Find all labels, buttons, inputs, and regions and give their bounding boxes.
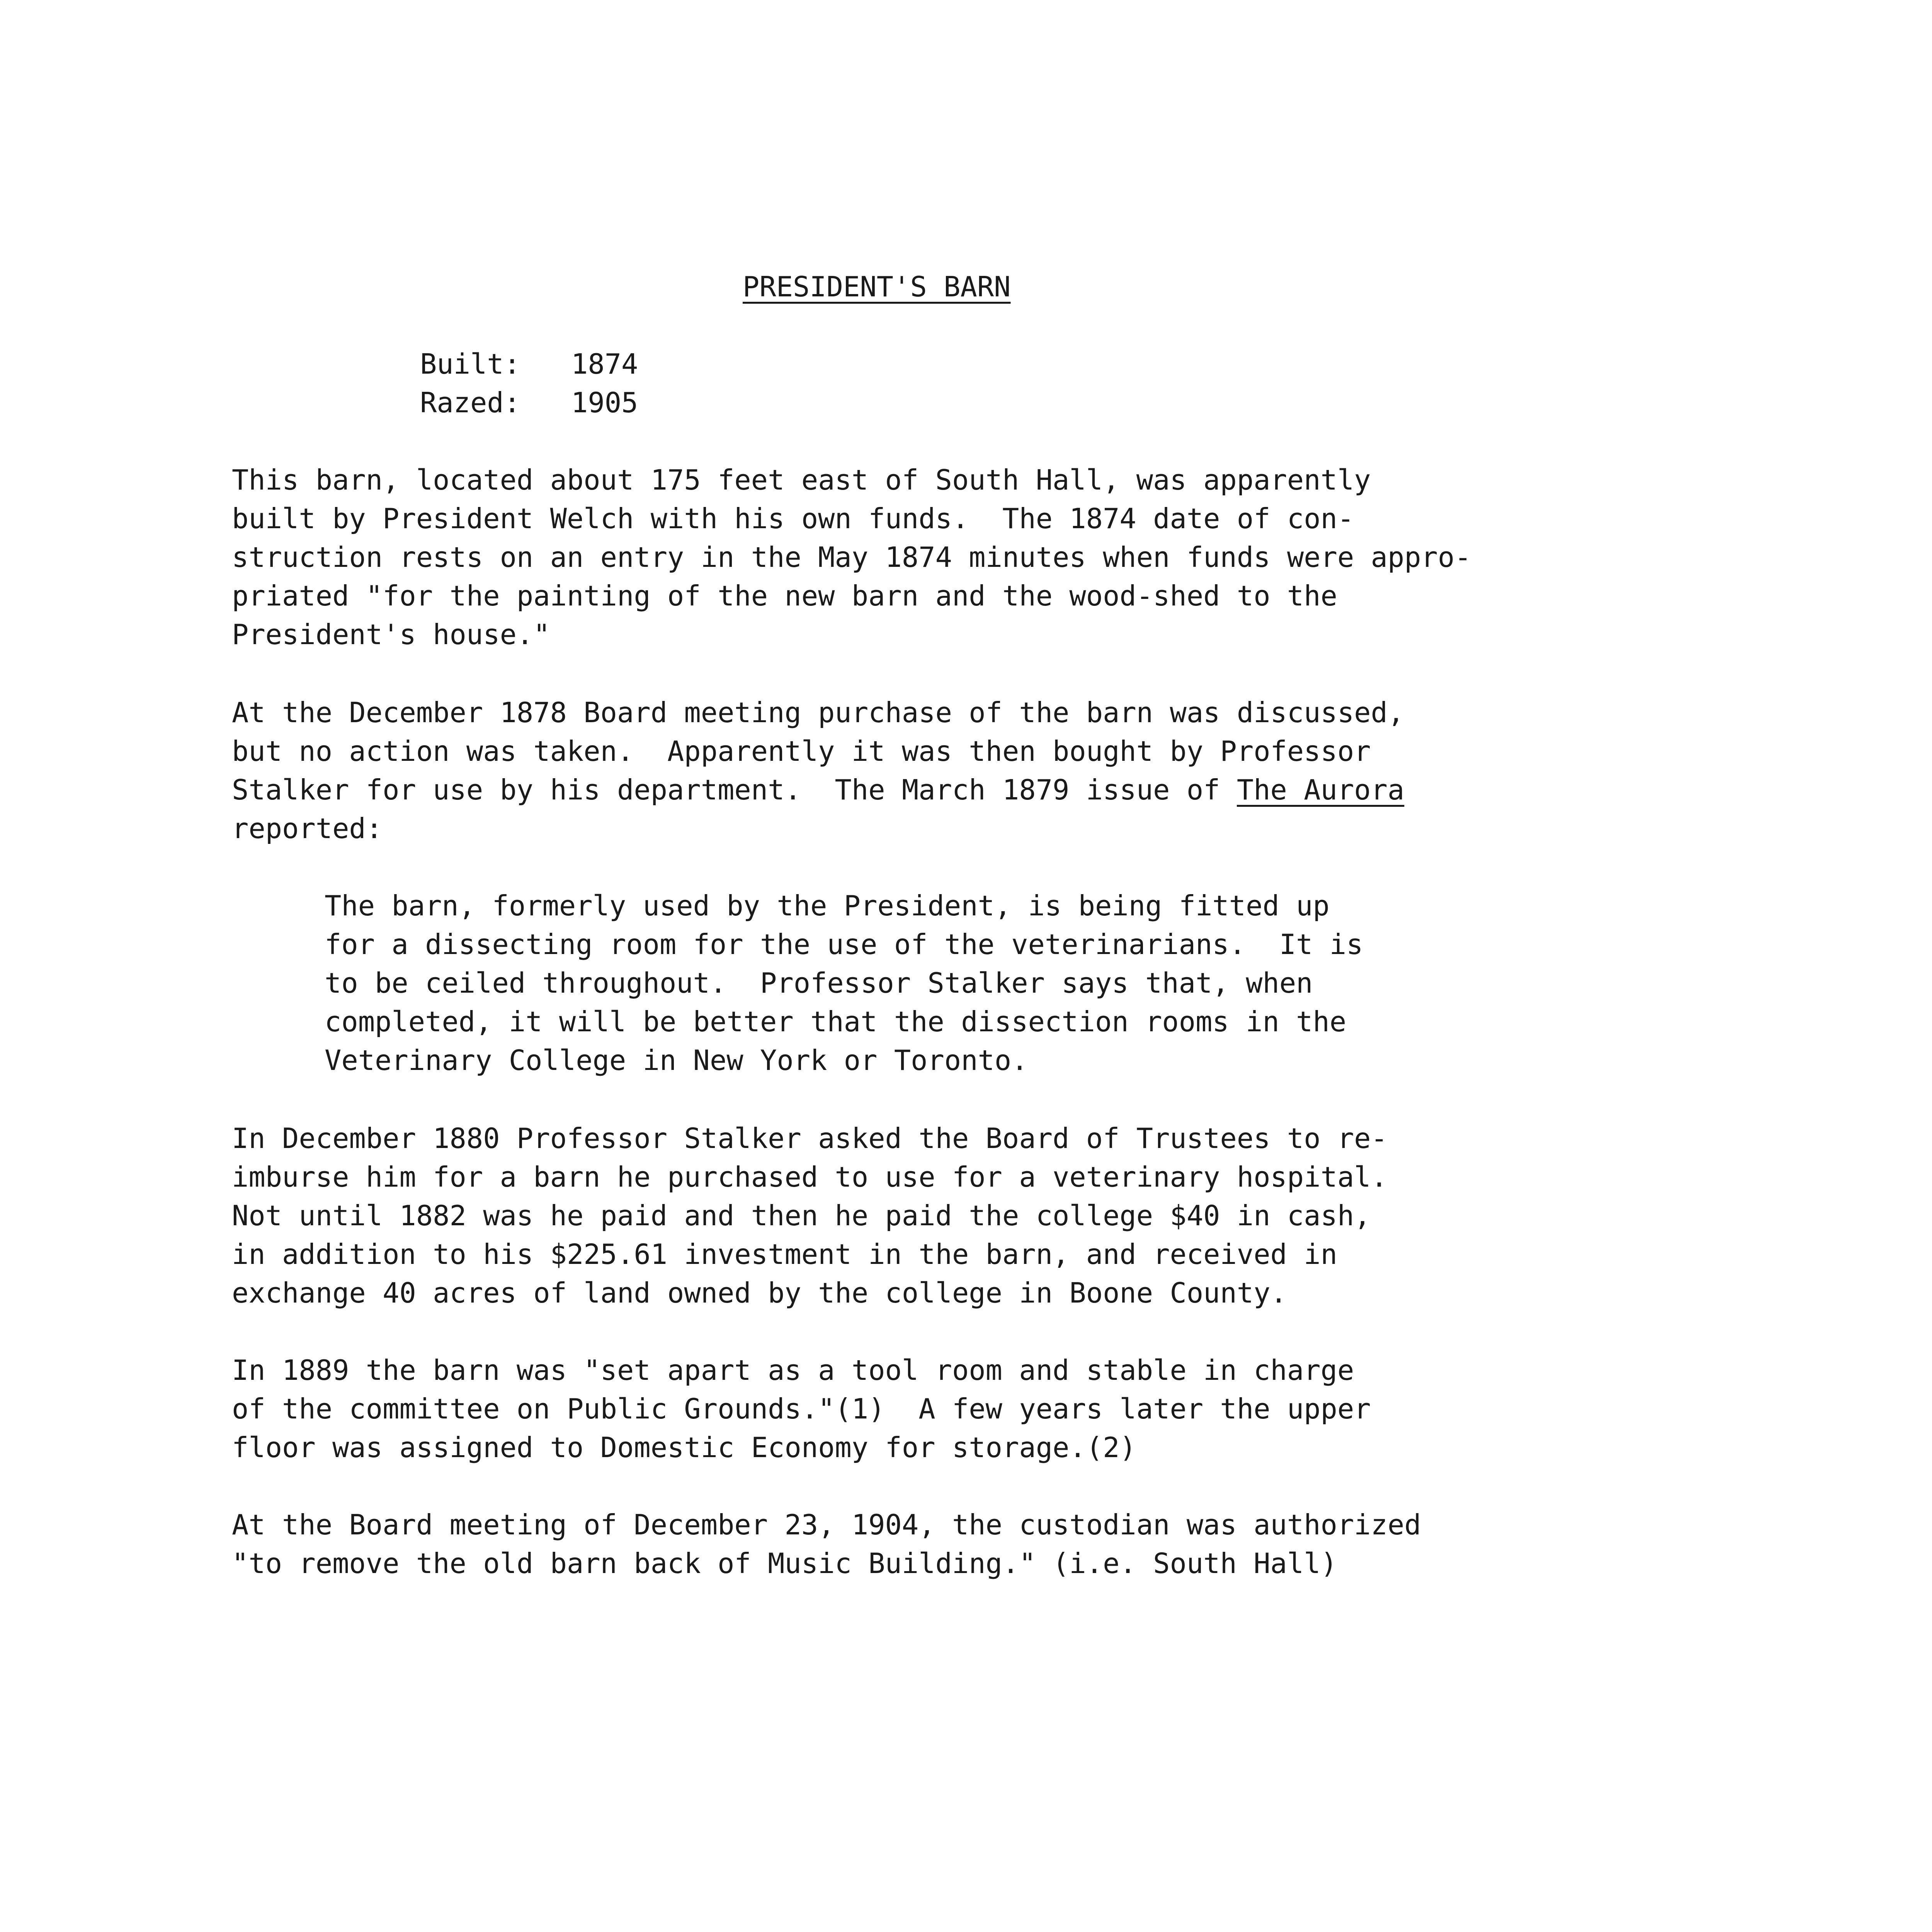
paragraph-line: imburse him for a barn he purchased to use for a veterinary hospital.	[232, 1161, 1388, 1193]
paragraph-1	[232, 461, 1471, 654]
paragraph-3	[232, 1119, 1388, 1312]
paragraph-5	[232, 1505, 1421, 1583]
built-year: 1874	[571, 348, 638, 380]
paragraph-line: of the committee on Public Grounds."(1) A few years later the upper	[232, 1393, 1371, 1425]
paragraph-line: built by President Welch with his own funds. The 1874 date of con-	[232, 502, 1354, 535]
quote-line: for a dissecting room for the use of the veterinarians. It is	[325, 928, 1363, 961]
paragraph-line	[232, 770, 1404, 809]
paragraph-line: "to remove the old barn back of Music Building." (i.e. South Hall)	[232, 1547, 1337, 1580]
page-title: PRESIDENT'S BARN	[743, 270, 1011, 303]
paragraph-4	[232, 1351, 1371, 1467]
paragraph-line: At the December 1878 Board meeting purchase of the barn was discussed,	[232, 696, 1405, 729]
paragraph-line: Not until 1882 was he paid and then he paid the college $40 in cash,	[232, 1199, 1371, 1232]
paragraph-line: floor was assigned to Domestic Economy for storage.(2)	[232, 1431, 1136, 1464]
quote-line: Veterinary College in New York or Toronto.	[325, 1044, 1028, 1077]
built-label: Built:	[420, 348, 521, 380]
block-quote	[325, 886, 1363, 1080]
paragraph-line: in addition to his $225.61 investment in the barn, and received in	[232, 1238, 1337, 1270]
paragraph-line: In 1889 the barn was "set apart as a tool room and stable in charge	[232, 1354, 1354, 1386]
paragraph-text: Stalker for use by his department. The March 1879 issue of	[232, 774, 1237, 806]
quote-line: The barn, formerly used by the President, is being fitted up	[325, 889, 1330, 922]
paragraph-line: exchange 40 acres of land owned by the college in Boone County.	[232, 1277, 1287, 1309]
paragraph-line: At the Board meeting of December 23, 1904, the custodian was authorized	[232, 1509, 1421, 1541]
paragraph-line: reported:	[232, 812, 383, 845]
quote-line: to be ceiled throughout. Professor Stalker says that, when	[325, 967, 1313, 999]
paragraph-line: priated "for the painting of the new barn and the wood-shed to the	[232, 580, 1337, 612]
paragraph-line: President's house."	[232, 618, 550, 651]
quote-line: completed, it will be better that the dissection rooms in the	[325, 1005, 1347, 1038]
razed-label: Razed:	[420, 386, 521, 419]
paragraph-line: struction rests on an entry in the May 1874 minutes when funds were appro-	[232, 541, 1471, 573]
paragraph-line: but no action was taken. Apparently it was then bought by Professor	[232, 735, 1371, 767]
paragraph-2	[232, 693, 1404, 848]
paragraph-line: This barn, located about 175 feet east of South Hall, was apparently	[232, 464, 1371, 496]
razed-year: 1905	[571, 386, 638, 419]
publication-title: The Aurora	[1236, 774, 1405, 806]
paragraph-line: In December 1880 Professor Stalker asked the Board of Trustees to re-	[232, 1122, 1388, 1155]
